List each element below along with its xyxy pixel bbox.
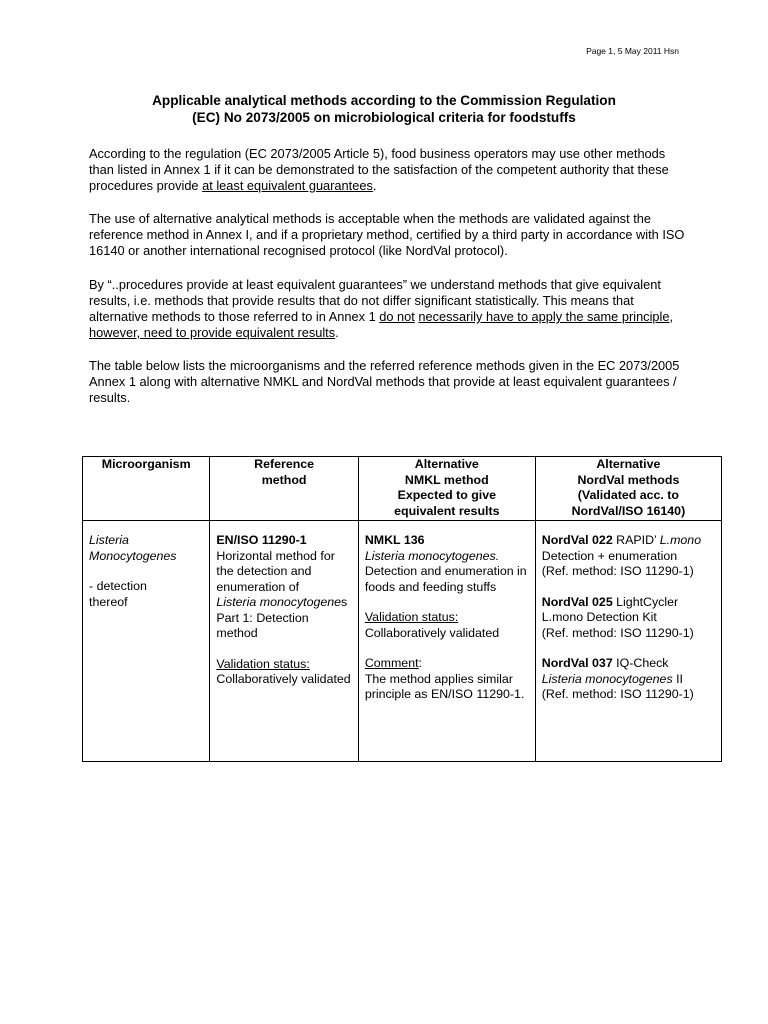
title-line-1: Applicable analytical methods according to the Commission Regulation (152, 93, 616, 108)
paragraph-2: The use of alternative analytical methods is acceptable when the methods are validated against the reference method in Annex I, and if a proprietary method, certified by a third party in accordance with ISO 16140 or another international recognised protocol (like NordVal protocol). (89, 211, 685, 258)
document-title (89, 93, 679, 126)
table-row (83, 521, 722, 762)
nmkl-method-code: NMKL 136 (364, 533, 425, 547)
header-nordval-methods: Alternative NordVal methods (Validated acc. to NordVal/ISO 16140) (535, 457, 721, 521)
paragraph-1-underlined: at least equivalent guarantees (202, 178, 373, 193)
methods-table (82, 456, 722, 762)
page-header-info: Page 1, 5 May 2011 Hsn (586, 46, 679, 56)
paragraph-1 (89, 146, 689, 194)
paragraph-3-end: . (335, 325, 339, 340)
paragraph-3-underline-1: do not (379, 309, 415, 324)
paragraph-3 (89, 277, 689, 341)
header-reference-method: Reference method (210, 457, 358, 521)
cell-nordval-methods: NordVal 022 RAPID’ L.mono Detection + enumeration (Ref. method: ISO 11290-1) NordVal 025 LightCycler L.mono Detection Kit (Ref. method: ISO 11290-1) NordVal 037 IQ-Check Listeria monocytogenes II (Ref. method: ISO 11290-1) (535, 521, 721, 762)
paragraph-3-underline-2: necessarily have to apply the same principle, however, need to provide equivalent results (89, 309, 674, 340)
paragraph-1-end: . (372, 178, 377, 193)
paragraph-1-text: According to the regulation (EC 2073/2005 Article 5), food business operators may use other methods than listed in Annex 1 if it can be demonstrated to the satisfaction of the competent authority that these procedures provide (89, 146, 669, 193)
cell-reference-method: EN/ISO 11290-1 Horizontal method for the detection and enumeration of Listeria monocytogenes Part 1: Detection method Validation status: Collaboratively validated (210, 521, 358, 762)
cell-nmkl-method: NMKL 136 Listeria monocytogenes. Detection and enumeration in foods and feeding stuffs Validation status: Collaboratively validated Comment: The method applies similar principle as EN/ISO 11290-1. (358, 521, 535, 762)
nordval-025-code: NordVal 025 (541, 594, 613, 609)
nordval-022-code: NordVal 022 (541, 533, 613, 547)
paragraph-3-text: By “..procedures provide at least equivalent guarantees” we understand methods that give equivalent results, i.e. methods that provide results that do not differ significant statistically. This means that alternative methods to those referred to in Annex 1 (89, 277, 661, 324)
header-nmkl-method: Alternative NMKL method Expected to give equivalent results (358, 457, 535, 521)
cell-microorganism: Listeria Monocytogenes - detection thereof (83, 521, 210, 762)
ref-method-code: EN/ISO 11290-1 (216, 533, 307, 547)
nordval-037-code: NordVal 037 (541, 656, 613, 670)
paragraph-4: The table below lists the microorganisms and the referred reference methods given in the EC 2073/2005 Annex 1 along with alternative NMKL and NordVal methods that provide at least equivalent guarantees / results. (89, 358, 680, 405)
title-line-2: (EC) No 2073/2005 on microbiological criteria for foodstuffs (192, 109, 576, 125)
header-microorganism: Microorganism (83, 457, 210, 521)
table-header-row (83, 457, 722, 521)
